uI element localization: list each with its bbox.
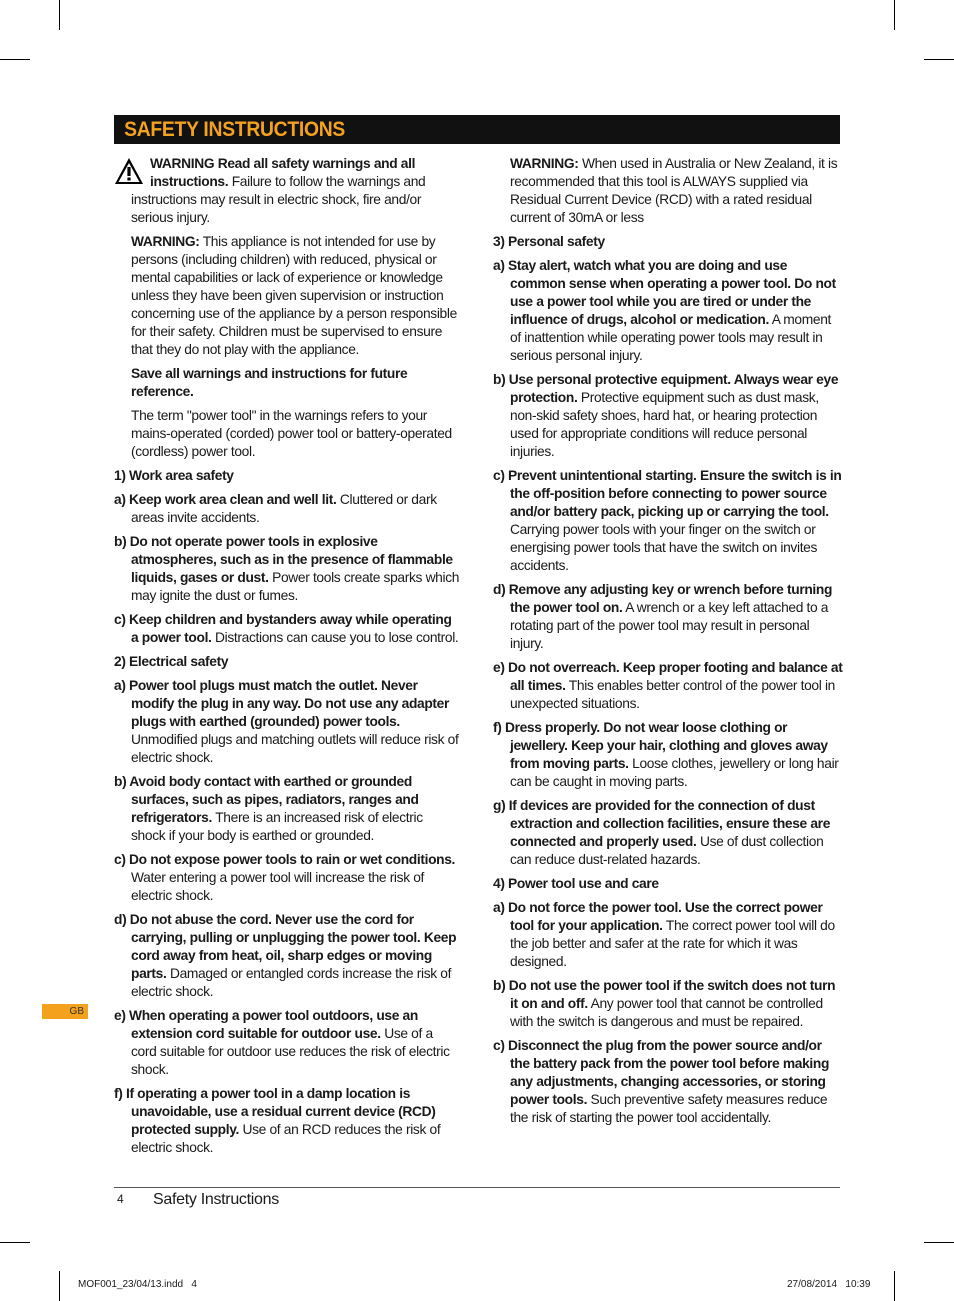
warning-capabilities-text: This appliance is not intended for use by persons (including children) with reduced, physical or mental capabilities or lack of experience or knowledge unless they have been given supervision or instruction concerning use of the appliance by a person responsible for their safety. Children must be supervised to ensure that they do not play with the appliance. (131, 234, 457, 357)
footer-label: Safety Instructions (153, 1191, 279, 1208)
title-bar (114, 115, 840, 144)
list-item: a) Do not force the power tool. Use the correct power tool for your application. The correct power tool will do the job better and safer at the rate for which it was designed. (493, 900, 835, 969)
warning-read-all-text: Failure to follow the warnings and instructions may result in electric shock, fire and/or serious injury. (131, 174, 426, 225)
list-item: c) Disconnect the plug from the power source and/or the battery pack from the power tool before making any adjustments, changing accessories, or storing power tools. Such preventive safety measures reduce the risk of starting the power tool accidentally. (493, 1038, 830, 1125)
right-column (493, 155, 843, 1133)
warning-capabilities (114, 233, 460, 359)
warning-read-all-bold: WARNING Read all safety warnings and all instructions. (150, 156, 416, 189)
list-item: b) Do not use the power tool if the switch does not turn it on and off. Any power tool that cannot be controlled with the switch is dangerous and must be repaired. (493, 978, 836, 1029)
crop-mark (924, 1242, 954, 1243)
list-item: c) Do not expose power tools to rain or wet conditions. Water entering a power tool will increase the risk of electric shock. (114, 852, 456, 903)
section-heading-personal: 3) Personal safety (493, 234, 605, 249)
crop-mark (59, 0, 60, 30)
slug-datetime: 27/08/2014 10:39 (787, 1279, 871, 1290)
warning-label: WARNING: (131, 234, 200, 249)
list-item: g) If devices are provided for the connection of dust extraction and collection facilities, ensure these are connected and properly used. Use of dust collection can reduce dust-related hazards. (493, 798, 831, 867)
list-item: f) If operating a power tool in a damp location is unavoidable, use a residual current device (RCD) protected supply. Use of an RCD reduces the risk of electric shock. (114, 1086, 441, 1155)
list-item: c) Prevent unintentional starting. Ensure the switch is in the off-position before connecting to power source and/or battery pack, picking up or carrying the tool. Carrying power tools with your finger on the switch or energising power tools that have the switch on invites accidents. (493, 468, 842, 573)
crop-mark (894, 1271, 895, 1301)
crop-mark (0, 59, 30, 60)
crop-mark (924, 59, 954, 60)
warning-rcd (493, 155, 843, 227)
list-item: b) Use personal protective equipment. Always wear eye protection. Protective equipment such as dust mask, non-skid safety shoes, hard hat, or hearing protection used for appropriate conditions will reduce personal injuries. (493, 372, 839, 459)
crop-mark (59, 1271, 60, 1301)
list-item: a) Stay alert, watch what you are doing and use common sense when operating a power tool. Do not use a power tool while you are tired or under the influence of drugs, alcohol or medication. A moment of inattention while operating power tools may result in serious personal injury. (493, 258, 836, 363)
section-heading-electrical: 2) Electrical safety (114, 654, 229, 669)
list-item: d) Remove any adjusting key or wrench before turning the power tool on. A wrench or a key left attached to a rotating part of the power tool may result in personal injury. (493, 582, 833, 651)
warning-read-all (114, 155, 460, 227)
crop-mark (0, 1242, 30, 1243)
list-item: f) Dress properly. Do not wear loose clothing or jewellery. Keep your hair, clothing and gloves away from moving parts. Loose clothes, jewellery or long hair can be caught in moving parts. (493, 720, 839, 789)
list-item: b) Do not operate power tools in explosive atmospheres, such as in the presence of flammable liquids, gases or dust. Power tools create sparks which may ignite the dust or fumes. (114, 534, 460, 603)
crop-mark (894, 0, 895, 30)
save-instructions: Save all warnings and instructions for future reference. (131, 366, 408, 399)
list-item: b) Avoid body contact with earthed or grounded surfaces, such as pipes, radiators, ranges and refrigerators. There is an increased risk of electric shock if your body is earthed or grounded. (114, 774, 423, 843)
page-number: 4 (117, 1192, 124, 1206)
footer-divider (114, 1187, 840, 1188)
left-column (114, 155, 460, 1163)
power-tool-term: The term "power tool" in the warnings refers to your mains-operated (corded) power tool or battery-operated (cordless) power tool. (131, 408, 452, 459)
section-heading-work-area: 1) Work area safety (114, 468, 234, 483)
warning-rcd-text: When used in Australia or New Zealand, it is recommended that this tool is ALWAYS supplied via Residual Current Device (RCD) with a rated residual current of 30mA or less (510, 156, 838, 225)
list-item: d) Do not abuse the cord. Never use the cord for carrying, pulling or unplugging the power tool. Keep cord away from heat, oil, sharp edges or moving parts. Damaged or entangled cords increase the risk of electric shock. (114, 912, 457, 999)
warning-label: WARNING: (510, 156, 579, 171)
section-heading-tool-use: 4) Power tool use and care (493, 876, 659, 891)
list-item: c) Keep children and bystanders away while operating a power tool. Distractions can cause you to lose control. (114, 612, 459, 645)
list-item: a) Power tool plugs must match the outlet. Never modify the plug in any way. Do not use any adapter plugs with earthed (grounded) power tools. Unmodified plugs and matching outlets will reduce risk of electric shock. (114, 678, 459, 765)
list-item: e) Do not overreach. Keep proper footing and balance at all times. This enables better control of the power tool in unexpected situations. (493, 660, 843, 711)
page-title: SAFETY INSTRUCTIONS (124, 118, 346, 141)
list-item: e) When operating a power tool outdoors, use an extension cord suitable for outdoor use. Use of a cord suitable for outdoor use reduces the risk of electric shock. (114, 1008, 450, 1077)
warning-triangle-icon (114, 156, 144, 186)
language-tab: GB (42, 1004, 88, 1019)
slug-file: MOF001_23/04/13.indd 4 (78, 1279, 197, 1290)
list-item: a) Keep work area clean and well lit. Cluttered or dark areas invite accidents. (114, 492, 437, 525)
